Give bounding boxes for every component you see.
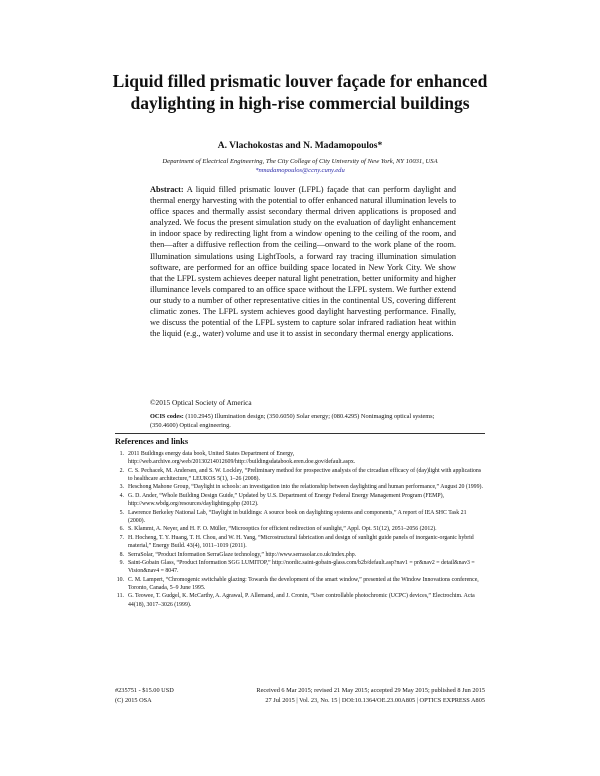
reference-text: S. Klammt, A. Neyer, and H. F. O. Müller, “Microoptics for efficient redirection of sunlight,” Appl. Opt. 51(12), 2051–2056 (2012). — [128, 526, 437, 533]
reference-text: SerraSolar, “Product Information SerraGlaze technology,” http://www.serrasolar.co.uk/index.php. — [128, 551, 357, 558]
reference-text: G. D. Ander, “Whole Building Design Guide,” Updated by U.S. Department of Energy Federal Energy Management Program (FEMP), http://www.wbdg.org/resources/daylighting.php (2012). — [128, 492, 445, 508]
reference-number: 9. — [119, 560, 124, 567]
author-affiliation — [100, 157, 500, 175]
references-list — [115, 450, 485, 609]
paper-authors: A. Vlachokostas and N. Madamopoulos* — [217, 141, 383, 151]
reference-text: C. M. Lampert, “Chromogenic switchable glazing: Towards the development of the smart window,” presented at the Window Innovations conference, Toronto, Canada, 5–9 June 1995. — [128, 576, 479, 591]
reference-text: C. S. Pechacek, M. Andersen, and S. W. Lockley, “Preliminary method for prospective analysis of the circadian efficacy of (day)light with applications to healthcare architecture,” LEUKOS 5(1), 1–26 (2008). — [128, 467, 482, 482]
reference-item — [115, 534, 485, 550]
reference-number: 7. — [119, 534, 124, 541]
reference-item — [115, 551, 485, 559]
footer-right — [256, 686, 485, 705]
reference-text: 2011 Buildings energy data book, United States Department of Energy, http://web.archive.org/web/20130214012609/http://buildingsdatabook.eren.doe.gov/default.aspx. — [128, 451, 356, 466]
reference-number: 3. — [119, 484, 124, 491]
reference-item — [115, 509, 485, 525]
reference-text: Heschong Mahone Group, “Daylight in schools: an investigation into the relationship between daylighting and human performance,” August 20 (1999). — [128, 484, 483, 491]
ocis-label: OCIS codes: — [150, 413, 184, 420]
reference-item — [115, 576, 485, 592]
abstract-text: A liquid filled prismatic louver (LFPL) façade that can perform daylight and thermal energy harvesting with the potential to offer enhanced natural illumination levels to office spaces and thermally assist secondary thermal driven applications is proposed and analyzed. We focus the present simulation study on the evaluation of daylight enhancement in indoor space by redirecting light from a window opening to the ceiling of the room, and then—after a diffusive reflection from the ceiling—onward to the work plane of the room. Illumination simulations using LightTools, a forward ray tracing illumination simulation software, are performed for an office building space located in New York City. We show that the LFPL system achieves deeper natural light penetration, better uniformity and higher illuminance levels compared to an office space without the LFPL system. We further extend our study to a number of other representative cities in the continental US, covering different climatic zones. The LFPL system achieves good daylight harvesting performance. Finally, we discuss the potential of the LFPL system to capture solar infrared radiation heat within the liquid (e.g., water) volume and use it to assist in secondary thermal energy applications. — [150, 185, 456, 339]
footer-left — [115, 686, 174, 705]
ocis-text: (110.2945) Illumination design; (350.6050) Solar energy; (080.4295) Nonimaging optical systems; (350.4600) Optical engineering. — [150, 413, 435, 429]
footer-price: #235751 - $15.00 USD — [115, 687, 174, 694]
abstract — [150, 184, 456, 339]
abstract-label: Abstract: — [150, 185, 184, 194]
paper-title: Liquid filled prismatic louver façade for enhanced daylighting in high-rise commercial buildings — [112, 71, 488, 113]
ocis-codes — [150, 412, 456, 430]
reference-number: 8. — [119, 551, 124, 558]
references-heading: References and links — [115, 437, 189, 446]
reference-number: 4. — [119, 492, 124, 499]
reference-number: 11. — [116, 593, 124, 600]
reference-text: G. Teowee, T. Gudgel, K. McCarthy, A. Agrawal, P. Allemand, and J. Cronin, “User controllable photochromic (UCPC) devices,” Electrochim. Acta 44(18), 3017–3026 (1999). — [128, 593, 475, 608]
reference-item — [115, 492, 485, 508]
reference-number: 1. — [119, 451, 124, 457]
affiliation-text: Department of Electrical Engineering, The City College of City University of New York, NY 10031, USA — [162, 158, 438, 165]
author-email-link[interactable]: *nmadamopoulos@ccny.cuny.edu — [255, 167, 345, 174]
reference-number: 2. — [119, 467, 124, 474]
reference-number: 5. — [119, 509, 124, 516]
reference-text: Saint-Gobain Glass, “Product Information SGG LUMITOP,” http://nordic.saint-gobain-glass.com/b2b/default.asp?nav1 = pr&nav2 = detail&nav3 = Vision&nav4 = 8047. — [128, 560, 475, 575]
reference-item — [115, 592, 485, 608]
reference-number: 10. — [116, 576, 124, 583]
footer-citation: 27 Jul 2015 | Vol. 23, No. 15 | DOI:10.1364/OE.23.00A805 | OPTICS EXPRESS A805 — [265, 696, 485, 704]
reference-text: Lawrence Berkeley National Lab, “Daylight in buildings: A source book on daylighting systems and components,” A report of IEA SHC Task 21 (2000). — [128, 509, 467, 524]
footer-copyright: (C) 2015 OSA — [115, 696, 152, 704]
copyright-notice: ©2015 Optical Society of America — [150, 398, 252, 407]
reference-item — [115, 483, 485, 491]
reference-item — [115, 467, 485, 483]
reference-text: H. Hocheng, T. Y. Huang, T. H. Chou, and W. H. Yang, “Microstructural fabrication and design of sunlight guide panels of inorganic-organic hybrid material,” Energy Build. 43(4), 1011–1019 (2011). — [128, 534, 474, 550]
references-divider — [115, 433, 485, 434]
footer-dates: Received 6 Mar 2015; revised 21 May 2015; accepted 29 May 2015; published 8 Jun 2015 — [256, 687, 485, 694]
reference-number: 6. — [119, 526, 124, 533]
reference-item — [115, 525, 485, 533]
reference-item — [115, 450, 485, 466]
reference-item — [115, 559, 485, 575]
